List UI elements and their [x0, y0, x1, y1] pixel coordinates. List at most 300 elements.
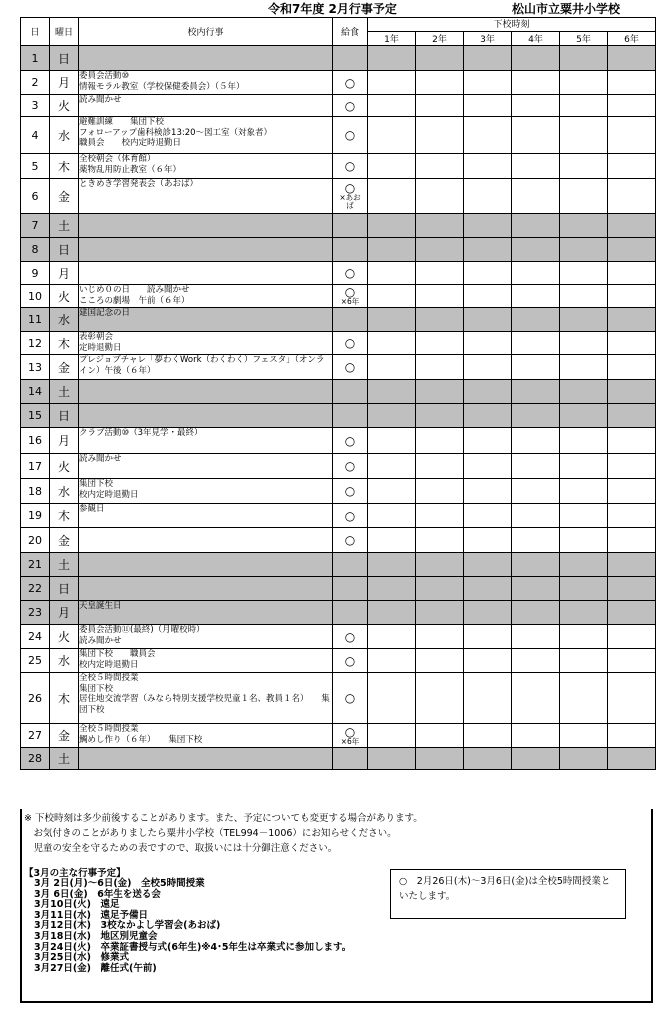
lunch-cell [333, 528, 368, 553]
dismissal-time-cell [608, 238, 656, 262]
weekday-cell: 土 [50, 748, 79, 770]
dismissal-time-cell [560, 117, 608, 154]
day-cell: 27 [21, 724, 50, 748]
day-cell: 18 [21, 479, 50, 504]
dismissal-time-cell [416, 95, 464, 117]
footer-notes [20, 809, 653, 1003]
weekday-cell: 土 [50, 214, 79, 238]
dismissal-time-cell [464, 748, 512, 770]
dismissal-time-cell [464, 649, 512, 673]
table-row [21, 179, 656, 214]
weekday-cell: 月 [50, 262, 79, 285]
dismissal-time-cell [416, 748, 464, 770]
day-cell: 8 [21, 238, 50, 262]
dismissal-time-cell [368, 380, 416, 404]
table-row [21, 46, 656, 71]
events-cell: 集団下校 校内定時退勤日 [79, 479, 333, 504]
events-cell: 天皇誕生日 [79, 601, 333, 625]
events-cell [79, 748, 333, 770]
lunch-cell [333, 428, 368, 454]
dismissal-time-cell [608, 262, 656, 285]
dismissal-time-cell [560, 285, 608, 308]
day-cell: 24 [21, 625, 50, 649]
table-row [21, 454, 656, 479]
dismissal-time-cell [464, 380, 512, 404]
events-cell [79, 262, 333, 285]
table-row [21, 625, 656, 649]
dismissal-time-cell [608, 601, 656, 625]
lunch-cell [333, 553, 368, 577]
weekday-cell: 木 [50, 154, 79, 179]
weekday-cell: 木 [50, 332, 79, 355]
lunch-mark: ○ [344, 484, 356, 498]
notice-box: ○ 2月26日(木)～3月6日(金)は全校5時間授業といたします。 [390, 869, 626, 919]
events-cell [79, 214, 333, 238]
dismissal-time-cell [560, 577, 608, 601]
weekday-cell: 日 [50, 238, 79, 262]
lunch-cell [333, 479, 368, 504]
day-cell: 9 [21, 262, 50, 285]
dismissal-time-cell [368, 95, 416, 117]
dismissal-time-cell [512, 238, 560, 262]
dismissal-time-cell [416, 46, 464, 71]
weekday-cell: 月 [50, 601, 79, 625]
lunch-note: ×6年 [340, 736, 360, 746]
dismissal-time-cell [512, 625, 560, 649]
weekday-cell: 火 [50, 454, 79, 479]
dismissal-time-cell [560, 214, 608, 238]
page-title: 令和7年度 2月行事予定 [268, 2, 397, 16]
dismissal-time-cell [608, 95, 656, 117]
dismissal-time-cell [368, 724, 416, 748]
dismissal-time-cell [416, 332, 464, 355]
lunch-cell [333, 454, 368, 479]
lunch-cell [333, 748, 368, 770]
table-row [21, 724, 656, 748]
weekday-cell: 日 [50, 404, 79, 428]
dismissal-time-cell [512, 528, 560, 553]
dismissal-time-cell [608, 117, 656, 154]
table-row [21, 238, 656, 262]
dismissal-time-cell [608, 528, 656, 553]
dismissal-time-cell [512, 428, 560, 454]
lunch-cell [333, 625, 368, 649]
dismissal-time-cell [464, 724, 512, 748]
weekday-cell: 木 [50, 673, 79, 724]
dismissal-time-cell [560, 553, 608, 577]
dismissal-time-cell [608, 214, 656, 238]
dismissal-time-cell [368, 601, 416, 625]
lunch-cell [333, 577, 368, 601]
dismissal-time-cell [608, 724, 656, 748]
dismissal-time-cell [608, 179, 656, 214]
dismissal-time-cell [512, 46, 560, 71]
table-row [21, 528, 656, 553]
lunch-cell [333, 238, 368, 262]
table-row [21, 117, 656, 154]
dismissal-time-cell [464, 428, 512, 454]
dismissal-time-cell [608, 479, 656, 504]
dismissal-time-cell [512, 454, 560, 479]
weekday-cell: 日 [50, 577, 79, 601]
march-item: 3月18日(水) 地区別児童会 [34, 930, 158, 942]
lunch-mark: ○ [344, 159, 356, 173]
lunch-cell [333, 404, 368, 428]
dismissal-time-cell [416, 625, 464, 649]
table-row [21, 673, 656, 724]
day-cell: 11 [21, 308, 50, 332]
weekday-cell: 月 [50, 71, 79, 95]
col-header-lunch: 給食 [333, 18, 368, 46]
dismissal-time-cell [416, 154, 464, 179]
events-cell [79, 46, 333, 71]
weekday-cell: 土 [50, 553, 79, 577]
grade-header: 1年 [368, 32, 416, 46]
dismissal-time-cell [416, 262, 464, 285]
dismissal-time-cell [368, 332, 416, 355]
dismissal-time-cell [512, 154, 560, 179]
dismissal-time-cell [368, 625, 416, 649]
table-row [21, 308, 656, 332]
day-cell: 2 [21, 71, 50, 95]
dismissal-time-cell [608, 355, 656, 380]
march-item: 3月27日(金) 離任式(午前) [34, 962, 157, 974]
lunch-note: ×あお ば [339, 193, 361, 210]
dismissal-time-cell [512, 649, 560, 673]
events-cell: ときめき学習発表会（あおば） [79, 179, 333, 214]
lunch-mark: ○ [344, 336, 356, 350]
dismissal-time-cell [368, 479, 416, 504]
table-row [21, 577, 656, 601]
col-header-events: 校内行事 [79, 18, 333, 46]
grade-header: 3年 [464, 32, 512, 46]
dismissal-time-cell [464, 577, 512, 601]
dismissal-time-cell [560, 504, 608, 528]
dismissal-time-cell [560, 673, 608, 724]
dismissal-time-cell [608, 625, 656, 649]
dismissal-time-cell [464, 95, 512, 117]
dismissal-time-cell [512, 748, 560, 770]
dismissal-time-cell [464, 285, 512, 308]
dismissal-time-cell [560, 154, 608, 179]
dismissal-time-cell [464, 454, 512, 479]
dismissal-time-cell [560, 479, 608, 504]
lunch-mark: ○ [344, 653, 356, 668]
lunch-mark: ○ [344, 433, 356, 448]
table-row [21, 214, 656, 238]
events-cell: 全校朝会（体育館） 薬物乱用防止教室（６年） [79, 154, 333, 179]
weekday-cell: 水 [50, 479, 79, 504]
lunch-mark: ○ [344, 508, 356, 523]
table-row [21, 355, 656, 380]
dismissal-time-cell [368, 454, 416, 479]
table-row [21, 404, 656, 428]
events-cell: クラブ活動⑩（3年見学・最終） [79, 428, 333, 454]
dismissal-time-cell [368, 428, 416, 454]
dismissal-time-cell [608, 46, 656, 71]
dismissal-time-cell [512, 380, 560, 404]
dismissal-time-cell [368, 214, 416, 238]
lunch-cell [333, 262, 368, 285]
dismissal-time-cell [368, 748, 416, 770]
day-cell: 20 [21, 528, 50, 553]
dismissal-time-cell [608, 673, 656, 724]
table-row [21, 154, 656, 179]
dismissal-time-cell [560, 748, 608, 770]
col-header-dismissal: 下校時刻 [368, 18, 656, 32]
dismissal-time-cell [464, 601, 512, 625]
table-row [21, 71, 656, 95]
events-cell: 建国記念の日 [79, 308, 333, 332]
dismissal-time-cell [560, 46, 608, 71]
table-row [21, 380, 656, 404]
day-cell: 26 [21, 673, 50, 724]
march-item: 3月 2日(月)～6日(金) 全校5時間授業 [34, 878, 205, 889]
day-cell: 25 [21, 649, 50, 673]
dismissal-time-cell [560, 332, 608, 355]
lunch-cell [333, 308, 368, 332]
dismissal-time-cell [608, 428, 656, 454]
table-row [21, 262, 656, 285]
events-cell: 参観日 [79, 504, 333, 528]
dismissal-time-cell [368, 673, 416, 724]
events-cell [79, 404, 333, 428]
weekday-cell: 水 [50, 117, 79, 154]
weekday-cell: 金 [50, 355, 79, 380]
march-item: 3月12日(木) 3校なかよし学習会(あおば) [34, 920, 221, 932]
dismissal-time-cell [560, 428, 608, 454]
dismissal-time-cell [512, 71, 560, 95]
col-header-weekday: 曜日 [50, 18, 79, 46]
day-cell: 6 [21, 179, 50, 214]
weekday-cell: 金 [50, 724, 79, 748]
lunch-cell [333, 355, 368, 380]
table-row [21, 504, 656, 528]
dismissal-time-cell [560, 179, 608, 214]
grade-header: 4年 [512, 32, 560, 46]
lunch-mark: ○ [344, 181, 356, 195]
day-cell: 17 [21, 454, 50, 479]
events-cell: 読み聞かせ [79, 95, 333, 117]
dismissal-time-cell [560, 308, 608, 332]
lunch-cell [333, 214, 368, 238]
lunch-mark: ○ [344, 691, 356, 705]
dismissal-time-cell [464, 238, 512, 262]
weekday-cell: 日 [50, 46, 79, 71]
dismissal-time-cell [512, 355, 560, 380]
weekday-cell: 木 [50, 504, 79, 528]
dismissal-time-cell [464, 528, 512, 553]
note-line: お気付きのことがありましたら粟井小学校（TEL994－1006）にお知らせください。 [24, 828, 397, 839]
table-row [21, 332, 656, 355]
dismissal-time-cell [416, 454, 464, 479]
dismissal-time-cell [560, 262, 608, 285]
lunch-cell [333, 380, 368, 404]
dismissal-time-cell [464, 117, 512, 154]
dismissal-time-cell [512, 214, 560, 238]
dismissal-time-cell [512, 285, 560, 308]
dismissal-time-cell [416, 355, 464, 380]
day-cell: 7 [21, 214, 50, 238]
dismissal-time-cell [368, 179, 416, 214]
table-row [21, 649, 656, 673]
dismissal-time-cell [464, 154, 512, 179]
day-cell: 16 [21, 428, 50, 454]
weekday-cell: 金 [50, 528, 79, 553]
march-item: 3月25日(水) 修業式 [34, 952, 130, 964]
dismissal-time-cell [416, 214, 464, 238]
dismissal-time-cell [608, 504, 656, 528]
dismissal-time-cell [464, 332, 512, 355]
dismissal-time-cell [368, 577, 416, 601]
dismissal-time-cell [512, 117, 560, 154]
lunch-mark: ○ [344, 75, 356, 90]
dismissal-time-cell [416, 117, 464, 154]
events-cell: 表彰朝会 定時退勤日 [79, 332, 333, 355]
grade-header: 2年 [416, 32, 464, 46]
events-cell: 全校５時間授業 鯛めし作り（６年） 集団下校 [79, 724, 333, 748]
grade-header: 6年 [608, 32, 656, 46]
dismissal-time-cell [416, 380, 464, 404]
dismissal-time-cell [608, 748, 656, 770]
dismissal-time-cell [416, 404, 464, 428]
schedule-table [20, 17, 656, 770]
day-cell: 3 [21, 95, 50, 117]
lunch-cell [333, 71, 368, 95]
march-item: 3月11日(水) 遠足予備日 [34, 909, 149, 921]
lunch-cell [333, 154, 368, 179]
lunch-cell [333, 95, 368, 117]
lunch-cell [333, 504, 368, 528]
dismissal-time-cell [560, 601, 608, 625]
lunch-cell [333, 649, 368, 673]
dismissal-time-cell [512, 95, 560, 117]
dismissal-time-cell [512, 179, 560, 214]
dismissal-time-cell [368, 117, 416, 154]
lunch-cell [333, 332, 368, 355]
dismissal-time-cell [368, 154, 416, 179]
dismissal-time-cell [368, 46, 416, 71]
dismissal-time-cell [464, 71, 512, 95]
march-title: 【3月の主な行事予定】 [24, 868, 126, 879]
dismissal-time-cell [608, 380, 656, 404]
day-cell: 5 [21, 154, 50, 179]
dismissal-time-cell [608, 649, 656, 673]
dismissal-time-cell [560, 649, 608, 673]
events-cell [79, 553, 333, 577]
lunch-mark: ○ [344, 724, 356, 739]
dismissal-time-cell [416, 238, 464, 262]
dismissal-time-cell [464, 46, 512, 71]
dismissal-time-cell [464, 214, 512, 238]
dismissal-time-cell [368, 308, 416, 332]
events-cell [79, 380, 333, 404]
day-cell: 13 [21, 355, 50, 380]
events-cell: 委員会活動⑩ 情報モラル教室（学校保健委員会）（５年） [79, 71, 333, 95]
lunch-cell [333, 285, 368, 308]
dismissal-time-cell [512, 404, 560, 428]
dismissal-time-cell [608, 553, 656, 577]
dismissal-time-cell [608, 71, 656, 95]
events-cell: 委員会活動⑪(最終)（月曜校時） 読み聞かせ [79, 625, 333, 649]
events-cell [79, 238, 333, 262]
lunch-cell [333, 673, 368, 724]
day-cell: 19 [21, 504, 50, 528]
dismissal-time-cell [368, 649, 416, 673]
table-row [21, 479, 656, 504]
dismissal-time-cell [608, 577, 656, 601]
dismissal-time-cell [464, 625, 512, 649]
weekday-cell: 金 [50, 179, 79, 214]
dismissal-time-cell [512, 577, 560, 601]
lunch-cell [333, 601, 368, 625]
dismissal-time-cell [512, 332, 560, 355]
dismissal-time-cell [512, 308, 560, 332]
dismissal-time-cell [368, 528, 416, 553]
lunch-mark: ○ [344, 360, 356, 374]
dismissal-time-cell [512, 724, 560, 748]
dismissal-time-cell [608, 404, 656, 428]
dismissal-time-cell [560, 625, 608, 649]
dismissal-time-cell [416, 71, 464, 95]
day-cell: 1 [21, 46, 50, 71]
dismissal-time-cell [464, 262, 512, 285]
dismissal-time-cell [608, 454, 656, 479]
lunch-mark: ○ [344, 128, 356, 142]
day-cell: 10 [21, 285, 50, 308]
dismissal-time-cell [512, 553, 560, 577]
dismissal-time-cell [416, 504, 464, 528]
dismissal-time-cell [416, 649, 464, 673]
dismissal-time-cell [368, 262, 416, 285]
dismissal-time-cell [464, 355, 512, 380]
dismissal-time-cell [416, 724, 464, 748]
dismissal-time-cell [368, 404, 416, 428]
dismissal-time-cell [368, 504, 416, 528]
lunch-cell [333, 117, 368, 154]
day-cell: 22 [21, 577, 50, 601]
march-item: 3月24日(火) 卒業証書授与式(6年生)※4･5年生は卒業式に参加します。 [34, 941, 352, 953]
note-line: 児童の安全を守るための表ですので、取扱いには十分御注意ください。 [24, 843, 338, 854]
events-cell: プレジョブチャレ「夢わくWork（わくわく）フェスタ」（オンライン）午後（６年） [79, 355, 333, 380]
dismissal-time-cell [560, 71, 608, 95]
dismissal-time-cell [560, 404, 608, 428]
dismissal-time-cell [416, 601, 464, 625]
dismissal-time-cell [560, 528, 608, 553]
dismissal-time-cell [608, 154, 656, 179]
events-cell: 避難訓練 集団下校 フォローアップ歯科検診13:20～図工室（対象者） 職員会 校内定時退勤日 [79, 117, 333, 154]
dismissal-time-cell [464, 179, 512, 214]
events-cell [79, 528, 333, 553]
dismissal-time-cell [464, 504, 512, 528]
day-cell: 28 [21, 748, 50, 770]
dismissal-time-cell [464, 404, 512, 428]
dismissal-time-cell [464, 553, 512, 577]
dismissal-time-cell [416, 308, 464, 332]
dismissal-time-cell [368, 355, 416, 380]
table-row [21, 553, 656, 577]
dismissal-time-cell [416, 553, 464, 577]
dismissal-time-cell [512, 673, 560, 724]
dismissal-time-cell [560, 454, 608, 479]
weekday-cell: 火 [50, 285, 79, 308]
lunch-cell [333, 46, 368, 71]
lunch-cell [333, 179, 368, 214]
weekday-cell: 火 [50, 95, 79, 117]
lunch-note: ×6年 [340, 297, 360, 306]
dismissal-time-cell [560, 724, 608, 748]
weekday-cell: 水 [50, 649, 79, 673]
